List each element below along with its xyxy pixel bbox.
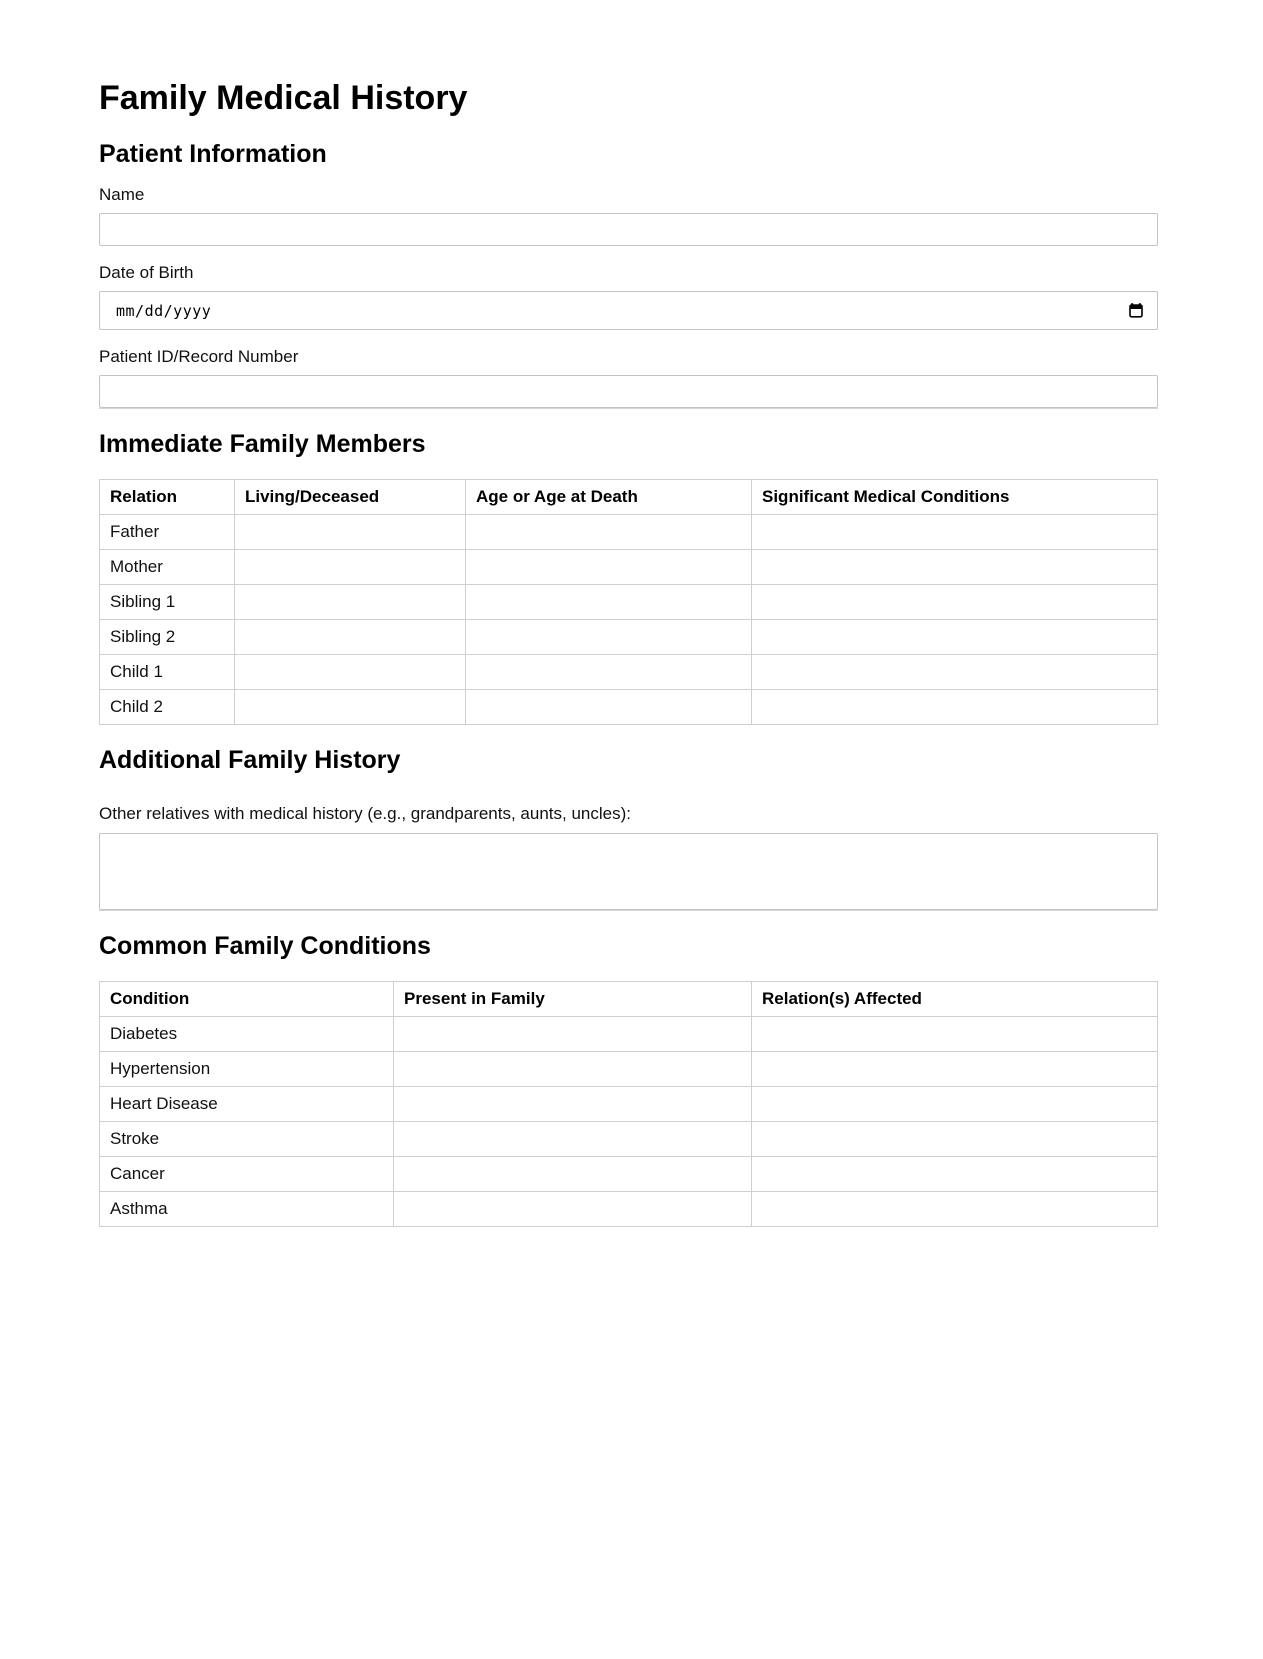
name-label: Name (99, 185, 145, 204)
empty-cell (235, 515, 466, 550)
table-header-row (100, 982, 1158, 1017)
relation-cell: Father (100, 515, 235, 550)
relation-cell: Sibling 1 (100, 585, 235, 620)
column-header-present: Present in Family (394, 982, 752, 1017)
empty-cell (394, 1122, 752, 1157)
patient-id-input[interactable] (99, 375, 1158, 408)
empty-cell (235, 620, 466, 655)
page-title: Family Medical History (99, 79, 468, 117)
empty-cell (394, 1192, 752, 1227)
empty-cell (394, 1157, 752, 1192)
table-row (100, 690, 1158, 725)
empty-cell (466, 690, 752, 725)
column-header-conditions: Significant Medical Conditions (752, 480, 1158, 515)
empty-cell (466, 620, 752, 655)
empty-cell (394, 1017, 752, 1052)
empty-cell (752, 585, 1158, 620)
empty-cell (752, 655, 1158, 690)
empty-cell (394, 1087, 752, 1122)
table-row (100, 1052, 1158, 1087)
condition-cell: Stroke (100, 1122, 394, 1157)
table-row (100, 550, 1158, 585)
condition-cell: Asthma (100, 1192, 394, 1227)
condition-cell: Hypertension (100, 1052, 394, 1087)
empty-cell (752, 1157, 1158, 1192)
relation-cell: Mother (100, 550, 235, 585)
table-row (100, 1157, 1158, 1192)
empty-cell (235, 690, 466, 725)
section-heading-patient-information: Patient Information (99, 140, 327, 168)
patient-id-field-group (99, 346, 1158, 408)
table-row (100, 515, 1158, 550)
condition-cell: Heart Disease (100, 1087, 394, 1122)
empty-cell (752, 1052, 1158, 1087)
empty-cell (466, 550, 752, 585)
empty-cell (752, 690, 1158, 725)
dob-field-group (99, 262, 1158, 330)
relation-cell: Child 1 (100, 655, 235, 690)
table-row (100, 585, 1158, 620)
empty-cell (752, 550, 1158, 585)
section-heading-immediate-family: Immediate Family Members (99, 430, 426, 458)
empty-cell (235, 550, 466, 585)
table-row (100, 655, 1158, 690)
empty-cell (752, 1017, 1158, 1052)
empty-cell (752, 1087, 1158, 1122)
column-header-condition: Condition (100, 982, 394, 1017)
empty-cell (466, 515, 752, 550)
column-header-living-deceased: Living/Deceased (235, 480, 466, 515)
condition-cell: Diabetes (100, 1017, 394, 1052)
condition-cell: Cancer (100, 1157, 394, 1192)
common-conditions-table (99, 981, 1158, 1227)
table-row (100, 620, 1158, 655)
empty-cell (752, 515, 1158, 550)
dob-input[interactable] (99, 291, 1158, 330)
table-header-row (100, 480, 1158, 515)
empty-cell (752, 1122, 1158, 1157)
empty-cell (235, 585, 466, 620)
table-row (100, 1017, 1158, 1052)
other-relatives-textarea[interactable] (99, 833, 1158, 910)
name-input[interactable] (99, 213, 1158, 246)
section-divider (99, 910, 1158, 911)
form-content (99, 0, 1158, 1227)
name-field-group (99, 184, 1158, 246)
empty-cell (235, 655, 466, 690)
section-heading-additional-history: Additional Family History (99, 746, 401, 774)
table-row (100, 1122, 1158, 1157)
column-header-age: Age or Age at Death (466, 480, 752, 515)
table-row (100, 1192, 1158, 1227)
empty-cell (466, 585, 752, 620)
section-divider (99, 408, 1158, 409)
empty-cell (394, 1052, 752, 1087)
dob-placeholder: mm/dd/yyyy (116, 301, 212, 320)
column-header-relations-affected: Relation(s) Affected (752, 982, 1158, 1017)
dob-label: Date of Birth (99, 263, 194, 282)
empty-cell (752, 1192, 1158, 1227)
calendar-icon[interactable] (1129, 303, 1143, 318)
relation-cell: Sibling 2 (100, 620, 235, 655)
relation-cell: Child 2 (100, 690, 235, 725)
section-heading-common-conditions: Common Family Conditions (99, 932, 431, 960)
column-header-relation: Relation (100, 480, 235, 515)
other-relatives-label: Other relatives with medical history (e.g., grandparents, aunts, uncles): (99, 804, 631, 823)
immediate-family-table (99, 479, 1158, 725)
patient-id-label: Patient ID/Record Number (99, 347, 299, 366)
table-row (100, 1087, 1158, 1122)
empty-cell (466, 655, 752, 690)
empty-cell (752, 620, 1158, 655)
